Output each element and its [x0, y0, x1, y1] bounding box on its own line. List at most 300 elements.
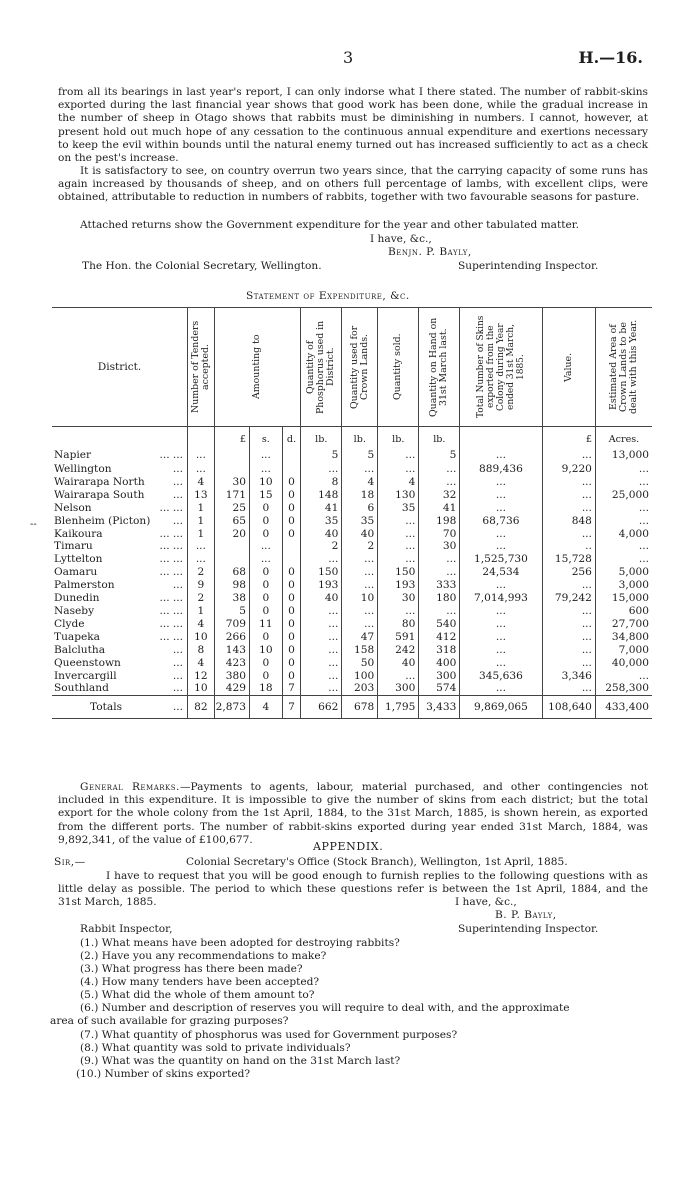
- appendix-closing: I have, &c.,: [455, 896, 517, 908]
- hand-cell: ...: [419, 476, 460, 489]
- tenders-cell: 10: [188, 682, 215, 695]
- s-cell: 10: [249, 644, 282, 657]
- leader-dots: ... ...: [159, 592, 184, 605]
- district-name: Blenheim (Picton): [54, 514, 151, 527]
- d-cell: 0: [282, 670, 300, 683]
- leader-dots: ...: [172, 475, 184, 488]
- leader-dots: ...: [172, 669, 184, 682]
- table-row: [52, 618, 652, 631]
- hand-cell: 333: [419, 579, 460, 592]
- phos-total: 662: [301, 696, 342, 719]
- leader-dots: ...: [172, 682, 184, 695]
- phos-cell: 41: [301, 502, 342, 515]
- district-cell: [52, 489, 188, 502]
- district-cell: [52, 540, 188, 553]
- table-row: [52, 682, 652, 695]
- district-cell: [52, 670, 188, 683]
- hand-cell: 574: [419, 682, 460, 695]
- hand-cell: ...: [419, 566, 460, 579]
- leader-dots: ... ...: [159, 540, 184, 553]
- hand-cell: 198: [419, 515, 460, 528]
- appendix-signatory-title: Superintending Inspector.: [458, 923, 599, 935]
- intro-addressee: The Hon. the Colonial Secretary, Wellington.: [82, 260, 322, 272]
- l-cell: 380: [214, 670, 249, 683]
- hand-cell: 400: [419, 657, 460, 670]
- question-7: (7.) What quantity of phosphorus was used for Government purposes?: [80, 1029, 458, 1041]
- value-cell: ...: [542, 447, 595, 463]
- s-cell: ...: [249, 463, 282, 476]
- s-cell: 0: [249, 592, 282, 605]
- table-row: [52, 566, 652, 579]
- tenders-total: 82: [188, 696, 215, 719]
- area-cell: 258,300: [595, 682, 652, 695]
- sold-cell: ...: [378, 670, 419, 683]
- table-row: [52, 447, 652, 463]
- district-name: Wairarapa North: [54, 475, 145, 488]
- value-cell: ...: [542, 489, 595, 502]
- area-cell: ...: [595, 540, 652, 553]
- question-5: (5.) What did the whole of them amount to?: [80, 989, 315, 1001]
- leader-dots: ... ...: [159, 604, 184, 617]
- tenders-cell: 1: [188, 605, 215, 618]
- d-cell: 0: [282, 579, 300, 592]
- tenders-cell: 2: [188, 592, 215, 605]
- district-name: Wairarapa South: [54, 488, 145, 501]
- sold-cell: 30: [378, 592, 419, 605]
- appendix-body: I have to request that you will be good enough to furnish replies to the following questions with as little delay as possible. The period to which these questions refer is between the 1st April, 1884, and the 31st March, 1885.: [58, 870, 648, 909]
- skins-cell: ...: [460, 489, 542, 502]
- leader-dots: ... ...: [159, 527, 184, 540]
- phos-cell: ...: [301, 618, 342, 631]
- d-cell: 7: [282, 682, 300, 695]
- area-cell: ...: [595, 476, 652, 489]
- col-skins: Total Number of Skins exported from the Colony during Year ended 31st March, 1885.: [460, 308, 542, 427]
- value-cell: 848: [542, 515, 595, 528]
- appendix-recipient: Rabbit Inspector,: [80, 923, 173, 935]
- skins-cell: 24,534: [460, 566, 542, 579]
- crown-cell: ...: [342, 566, 378, 579]
- sold-cell: 242: [378, 644, 419, 657]
- l-cell: [214, 463, 249, 476]
- leader-dots: ...: [172, 514, 184, 527]
- question-9: (9.) What was the quantity on hand on the 31st March last?: [80, 1055, 401, 1067]
- tenders-cell: 9: [188, 579, 215, 592]
- col-tenders: Number of Tenders accepted.: [188, 308, 215, 427]
- crown-cell: ...: [342, 605, 378, 618]
- l-cell: 65: [214, 515, 249, 528]
- intro-signatory-title: Superintending Inspector.: [458, 260, 599, 272]
- s-cell: ...: [249, 540, 282, 553]
- district-cell: [52, 657, 188, 670]
- s-cell: 11: [249, 618, 282, 631]
- district-name: Timaru: [54, 540, 93, 553]
- district-name: Invercargill: [54, 669, 117, 682]
- s-cell: ...: [249, 553, 282, 566]
- d-cell: 0: [282, 515, 300, 528]
- area-total: 433,400: [595, 696, 652, 719]
- skins-cell: 68,736: [460, 515, 542, 528]
- question-1: (1.) What means have been adopted for destroying rabbits?: [80, 937, 400, 949]
- district-name: Clyde: [54, 617, 85, 630]
- d-cell: 0: [282, 502, 300, 515]
- d-cell: 0: [282, 489, 300, 502]
- area-cell: 600: [595, 605, 652, 618]
- totals-label-cell: [52, 696, 188, 719]
- table-row: [52, 540, 652, 553]
- l-cell: 423: [214, 657, 249, 670]
- hand-cell: ...: [419, 463, 460, 476]
- l-total: 2,873: [214, 696, 249, 719]
- d-cell: 0: [282, 476, 300, 489]
- value-cell: ..: [542, 540, 595, 553]
- phos-cell: 5: [301, 447, 342, 463]
- s-cell: 10: [249, 476, 282, 489]
- d-cell: 0: [282, 605, 300, 618]
- area-cell: ...: [595, 463, 652, 476]
- question-6: (6.) Number and description of reserves you will require to deal with, and the approximate: [80, 1002, 570, 1014]
- value-cell: 15,728: [542, 553, 595, 566]
- district-name: Lyttelton: [54, 553, 103, 566]
- skins-cell: ...: [460, 644, 542, 657]
- value-cell: ...: [542, 644, 595, 657]
- tenders-cell: ...: [188, 447, 215, 463]
- table-row: [52, 670, 652, 683]
- crown-cell: 10: [342, 592, 378, 605]
- col-amount: Amounting to: [214, 308, 301, 427]
- area-cell: 34,800: [595, 631, 652, 644]
- district-name: Queenstown: [54, 656, 121, 669]
- tenders-cell: 12: [188, 670, 215, 683]
- phos-cell: 193: [301, 579, 342, 592]
- district-cell: [52, 618, 188, 631]
- document-reference: H.—16.: [578, 48, 643, 67]
- skins-cell: 7,014,993: [460, 592, 542, 605]
- hand-cell: 41: [419, 502, 460, 515]
- d-cell: 0: [282, 657, 300, 670]
- d-cell: [282, 463, 300, 476]
- value-cell: ...: [542, 528, 595, 541]
- sold-total: 1,795: [378, 696, 419, 719]
- district-cell: [52, 605, 188, 618]
- skins-cell: ...: [460, 618, 542, 631]
- leader-dots: ...: [172, 700, 184, 713]
- d-cell: 0: [282, 644, 300, 657]
- intro-signature: Benjn. P. Bayly,: [388, 246, 472, 258]
- district-cell: [52, 553, 188, 566]
- d-cell: [282, 447, 300, 463]
- district-cell: [52, 566, 188, 579]
- value-cell: ...: [542, 618, 595, 631]
- district-name: Kaikoura: [54, 527, 103, 540]
- tenders-cell: 4: [188, 476, 215, 489]
- area-cell: 40,000: [595, 657, 652, 670]
- phos-cell: 40: [301, 592, 342, 605]
- tenders-cell: 4: [188, 657, 215, 670]
- district-cell: [52, 476, 188, 489]
- s-cell: 0: [249, 579, 282, 592]
- skins-total: 9,869,065: [460, 696, 542, 719]
- area-cell: ...: [595, 502, 652, 515]
- crown-cell: 40: [342, 528, 378, 541]
- tenders-cell: 2: [188, 566, 215, 579]
- phos-cell: ...: [301, 463, 342, 476]
- crown-cell: ...: [342, 553, 378, 566]
- table-row: [52, 631, 652, 644]
- area-cell: ...: [595, 670, 652, 683]
- tenders-cell: 1: [188, 528, 215, 541]
- table-row: [52, 502, 652, 515]
- sold-cell: 300: [378, 682, 419, 695]
- phos-cell: 148: [301, 489, 342, 502]
- district-cell: [52, 528, 188, 541]
- s-cell: 0: [249, 515, 282, 528]
- skins-cell: 889,436: [460, 463, 542, 476]
- skins-cell: ...: [460, 682, 542, 695]
- l-cell: 143: [214, 644, 249, 657]
- table-row: [52, 579, 652, 592]
- leader-dots: ... ...: [159, 630, 184, 643]
- question-6-continuation: area of such available for grazing purposes?: [50, 1015, 289, 1027]
- d-cell: 0: [282, 618, 300, 631]
- value-cell: ...: [542, 605, 595, 618]
- l-cell: 266: [214, 631, 249, 644]
- hand-cell: ...: [419, 605, 460, 618]
- s-cell: 0: [249, 670, 282, 683]
- leader-dots: ...: [172, 463, 184, 475]
- district-cell: [52, 447, 188, 463]
- phos-cell: 2: [301, 540, 342, 553]
- col-phosphorus: Quantity of Phosphorus used in District.: [301, 308, 342, 427]
- value-cell: ...: [542, 657, 595, 670]
- l-cell: 5: [214, 605, 249, 618]
- intro-paragraph-1: from all its bearings in last year's report, I can only indorse what I there stated. The number of rabbit-skins exported during the last financial year shows that good work has been done, while the gradual increase in the number of sheep in Otago shows that rabbits must be diminishing in numbers. I cannot, however, at present hold out much hope of any cessation to the continuous annual expenditure and exertions necessary to keep the evil within bounds until the natural enemy turned out has increased sufficiently to act as a check on the pest's increase.: [58, 86, 648, 165]
- question-2: (2.) Have you any recommendations to make?: [80, 950, 327, 962]
- district-name: Nelson: [54, 501, 92, 514]
- sold-cell: ...: [378, 515, 419, 528]
- value-cell: ...: [542, 631, 595, 644]
- sold-cell: ...: [378, 605, 419, 618]
- district-name: Tuapeka: [54, 630, 100, 643]
- area-cell: 15,000: [595, 592, 652, 605]
- col-on-hand: Quantity on Hand on 31st March last.: [419, 308, 460, 427]
- tenders-cell: 4: [188, 618, 215, 631]
- area-cell: 7,000: [595, 644, 652, 657]
- phos-cell: ...: [301, 553, 342, 566]
- leader-dots: ... ...: [159, 553, 184, 566]
- tenders-cell: ...: [188, 553, 215, 566]
- table-row: [52, 592, 652, 605]
- appendix-heading: APPENDIX.: [313, 840, 384, 853]
- crown-total: 678: [342, 696, 378, 719]
- appendix-office: Colonial Secretary's Office (Stock Branch), Wellington, 1st April, 1885.: [186, 856, 568, 868]
- crown-cell: 18: [342, 489, 378, 502]
- table-row: [52, 644, 652, 657]
- district-cell: [52, 463, 188, 476]
- sold-cell: 193: [378, 579, 419, 592]
- crown-cell: 2: [342, 540, 378, 553]
- skins-cell: 345,636: [460, 670, 542, 683]
- table-row: [52, 476, 652, 489]
- value-cell: 3,346: [542, 670, 595, 683]
- crown-cell: 47: [342, 631, 378, 644]
- phos-cell: ...: [301, 631, 342, 644]
- l-cell: 98: [214, 579, 249, 592]
- area-cell: 4,000: [595, 528, 652, 541]
- hand-cell: 70: [419, 528, 460, 541]
- skins-cell: ...: [460, 476, 542, 489]
- d-cell: [282, 553, 300, 566]
- expenditure-table: [52, 307, 652, 719]
- statement-heading: Statement of Expenditure, &c.: [246, 290, 410, 302]
- district-name: Wellington: [54, 463, 112, 475]
- question-4: (4.) How many tenders have been accepted?: [80, 976, 320, 988]
- area-cell: ...: [595, 515, 652, 528]
- s-cell: 0: [249, 657, 282, 670]
- sold-cell: ...: [378, 447, 419, 463]
- intro-closing: I have, &c.,: [370, 233, 432, 245]
- sold-cell: 130: [378, 489, 419, 502]
- skins-cell: ...: [460, 528, 542, 541]
- district-cell: [52, 631, 188, 644]
- sold-cell: 40: [378, 657, 419, 670]
- page-header: [0, 48, 700, 68]
- table-row: [52, 463, 652, 476]
- district-name: Palmerston: [54, 579, 115, 592]
- leader-dots: ...: [172, 488, 184, 501]
- phos-cell: ...: [301, 644, 342, 657]
- l-cell: 709: [214, 618, 249, 631]
- skins-cell: ...: [460, 447, 542, 463]
- d-total: 7: [282, 696, 300, 719]
- value-cell: 256: [542, 566, 595, 579]
- district-name: Balclutha: [54, 643, 106, 656]
- l-cell: 68: [214, 566, 249, 579]
- sold-cell: ...: [378, 553, 419, 566]
- skins-cell: ...: [460, 579, 542, 592]
- d-cell: 0: [282, 528, 300, 541]
- l-cell: [214, 540, 249, 553]
- crown-cell: 6: [342, 502, 378, 515]
- phos-cell: 150: [301, 566, 342, 579]
- district-cell: [52, 579, 188, 592]
- tenders-cell: 13: [188, 489, 215, 502]
- area-cell: 5,000: [595, 566, 652, 579]
- units-row: £ s. d. lb. lb. lb. lb. £ Acres.: [52, 427, 652, 448]
- crown-cell: 158: [342, 644, 378, 657]
- table-row: [52, 515, 652, 528]
- sold-cell: 591: [378, 631, 419, 644]
- question-10: (10.) Number of skins exported?: [76, 1068, 251, 1080]
- value-cell: ...: [542, 682, 595, 695]
- crown-cell: ...: [342, 618, 378, 631]
- s-total: 4: [249, 696, 282, 719]
- phos-cell: ...: [301, 682, 342, 695]
- phos-cell: ...: [301, 670, 342, 683]
- s-cell: 0: [249, 502, 282, 515]
- margin-mark: --: [30, 519, 37, 530]
- hand-cell: ...: [419, 553, 460, 566]
- table-row: [52, 489, 652, 502]
- l-cell: [214, 447, 249, 463]
- crown-cell: 35: [342, 515, 378, 528]
- page-number: 3: [343, 48, 354, 67]
- sold-cell: 150: [378, 566, 419, 579]
- value-cell: ...: [542, 502, 595, 515]
- intro-paragraph-2: It is satisfactory to see, on country overrun two years since, that the carrying capacity of some runs has again increased by thousands of sheep, and on others full percentage of lambs, with excellent clips, were obtained, attributable to reduction in numbers of rabbits, together with two favourable seasons for pasture.: [58, 165, 648, 204]
- table-row: [52, 528, 652, 541]
- leader-dots: ... ...: [159, 501, 184, 514]
- s-cell: 0: [249, 605, 282, 618]
- crown-cell: 4: [342, 476, 378, 489]
- sold-cell: 4: [378, 476, 419, 489]
- phos-cell: 8: [301, 476, 342, 489]
- area-cell: ...: [595, 553, 652, 566]
- skins-cell: ...: [460, 605, 542, 618]
- district-name: Southland: [54, 682, 109, 695]
- sold-cell: ...: [378, 528, 419, 541]
- question-8: (8.) What quantity was sold to private individuals?: [80, 1042, 351, 1054]
- tenders-cell: ...: [188, 463, 215, 476]
- crown-cell: ...: [342, 579, 378, 592]
- l-cell: 20: [214, 528, 249, 541]
- hand-cell: 30: [419, 540, 460, 553]
- hand-cell: 318: [419, 644, 460, 657]
- hand-cell: 5: [419, 447, 460, 463]
- skins-cell: ...: [460, 502, 542, 515]
- skins-cell: ...: [460, 540, 542, 553]
- l-cell: [214, 553, 249, 566]
- tenders-cell: 10: [188, 631, 215, 644]
- crown-cell: 100: [342, 670, 378, 683]
- crown-cell: ...: [342, 463, 378, 476]
- tenders-cell: 1: [188, 515, 215, 528]
- s-cell: 18: [249, 682, 282, 695]
- sold-cell: ...: [378, 540, 419, 553]
- tenders-cell: ...: [188, 540, 215, 553]
- l-cell: 25: [214, 502, 249, 515]
- leader-dots: ...: [172, 656, 184, 669]
- district-cell: [52, 502, 188, 515]
- appendix-salutation: Sir,—: [54, 856, 86, 868]
- sold-cell: 80: [378, 618, 419, 631]
- area-cell: 3,000: [595, 579, 652, 592]
- tenders-cell: 8: [188, 644, 215, 657]
- value-cell: ...: [542, 476, 595, 489]
- crown-cell: 203: [342, 682, 378, 695]
- area-cell: 27,700: [595, 618, 652, 631]
- value-total: 108,640: [542, 696, 595, 719]
- hand-cell: 300: [419, 670, 460, 683]
- district-name: Oamaru: [54, 566, 98, 579]
- leader-dots: ... ...: [159, 617, 184, 630]
- question-3: (3.) What progress has there been made?: [80, 963, 303, 975]
- col-area: Estimated Area of Crown Lands to be dealt with this Year.: [595, 308, 652, 427]
- phos-cell: ...: [301, 657, 342, 670]
- col-sold: Quantity sold.: [378, 308, 419, 427]
- d-cell: 0: [282, 631, 300, 644]
- l-cell: 30: [214, 476, 249, 489]
- sold-cell: 35: [378, 502, 419, 515]
- hand-cell: 32: [419, 489, 460, 502]
- col-district: District.: [52, 308, 188, 427]
- leader-dots: ...: [172, 643, 184, 656]
- d-cell: 0: [282, 592, 300, 605]
- district-name: Dunedin: [54, 592, 100, 605]
- totals-label: Totals: [90, 700, 123, 713]
- phos-cell: ...: [301, 605, 342, 618]
- crown-cell: 50: [342, 657, 378, 670]
- value-cell: 79,242: [542, 592, 595, 605]
